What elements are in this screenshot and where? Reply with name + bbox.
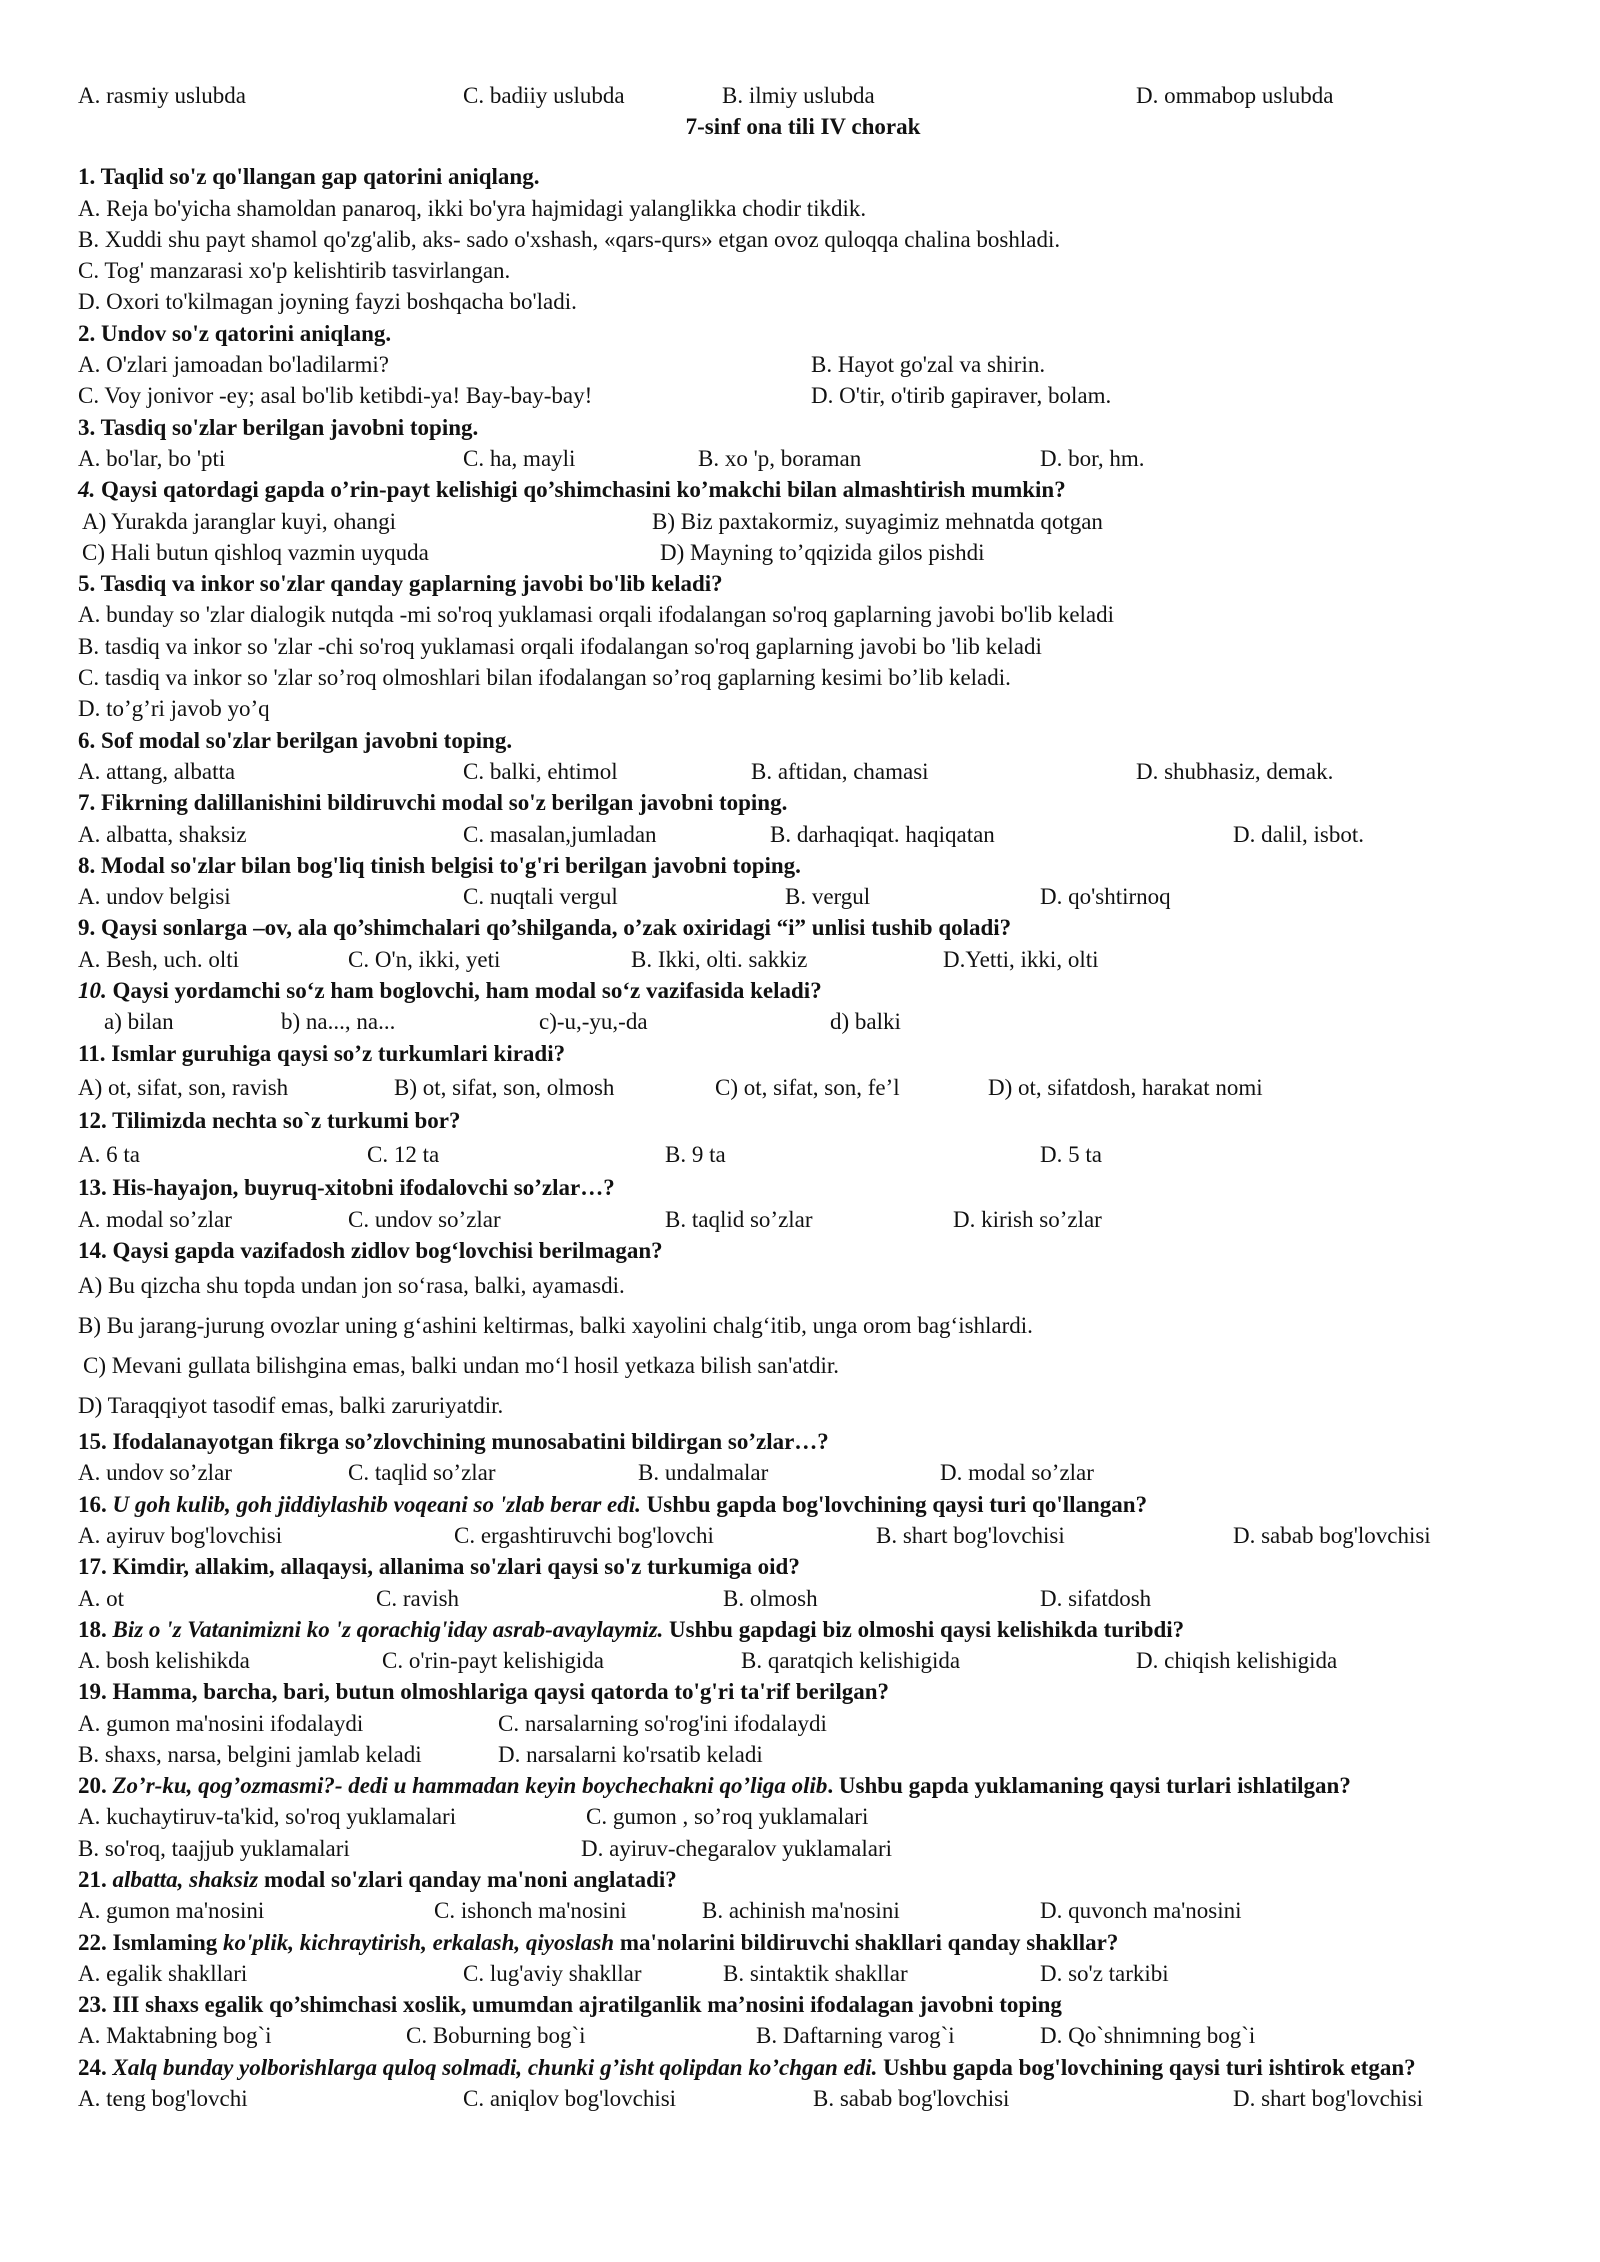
question-18: 18. Biz o 'z Vatanimizni ko 'z qorachig'iday asrab-avaylaymiz. Ushbu gapdagi biz olmoshi qaysi kelishikda turibdi? bbox=[78, 1616, 1185, 1642]
question-14: 14. Qaysi gapda vazifadosh zidlov bog‘lovchisi berilmagan? bbox=[78, 1237, 663, 1263]
option: C. nuqtali vergul bbox=[463, 884, 618, 910]
options-row bbox=[78, 1204, 1528, 1235]
option: A. Maktabning bog`i bbox=[78, 2023, 272, 2049]
question-8: 8. Modal so'zlar bilan bog'liq tinish belgisi to'g'ri berilgan javobni toping. bbox=[78, 852, 801, 878]
option: D. shubhasiz, demak. bbox=[1136, 758, 1334, 784]
options-row bbox=[78, 756, 1528, 787]
options-row bbox=[78, 1895, 1528, 1926]
option: C. tasdiq va inkor so 'zlar so’roq olmoshlari bilan ifodalangan so’roq gaplarning kesimi bo’lib keladi. bbox=[78, 665, 1011, 691]
previous-question-options bbox=[78, 80, 1528, 111]
question-24: 24. Xalq bunday yolborishlarga quloq solmadi, chunki g’isht qolipdan ko’chgan edi. Ushbu gapda bog'lovchining qaysi turi ishtirok etgan? bbox=[78, 2054, 1416, 2080]
option: A. undov so’zlar bbox=[78, 1460, 232, 1486]
option: A. ayiruv bog'lovchisi bbox=[78, 1522, 283, 1548]
option: A. kuchaytiruv-ta'kid, so'roq yuklamalari bbox=[78, 1804, 457, 1830]
question-19: 19. Hamma, barcha, bari, butun olmoshlariga qaysi qatorda to'g'ri ta'rif berilgan? bbox=[78, 1679, 889, 1705]
option: D) Mayning to’qqizida gilos pishdi bbox=[660, 539, 985, 565]
option: D. O'tir, o'tirib gapiraver, bolam. bbox=[811, 383, 1112, 409]
option: A. rasmiy uslubda bbox=[78, 83, 247, 108]
option: B. qaratqich kelishigida bbox=[741, 1648, 961, 1674]
option: B. 9 ta bbox=[665, 1142, 726, 1168]
option: D. sabab bog'lovchisi bbox=[1233, 1522, 1431, 1548]
option: C. o'rin-payt kelishigida bbox=[382, 1648, 604, 1674]
option: C. taqlid so’zlar bbox=[348, 1460, 496, 1486]
question-10: 10. Qaysi yordamchi so‘z ham boglovchi, ham modal so‘z vazifasida keladi? bbox=[78, 978, 822, 1004]
options-row bbox=[78, 1069, 1528, 1105]
options-row bbox=[78, 349, 1528, 380]
option: B. shaxs, narsa, belgini jamlab keladi bbox=[78, 1742, 422, 1768]
option: A. Reja bo'yicha shamoldan panaroq, ikki bo'yra hajmidagi yalanglikka chodir tikdik. bbox=[78, 195, 867, 221]
options-row bbox=[78, 1583, 1528, 1614]
option: B) Biz paxtakormiz, suyagimiz mehnatda qotgan bbox=[652, 508, 1103, 534]
option: C) ot, sifat, son, fe’l bbox=[715, 1074, 900, 1100]
option: D) ot, sifatdosh, harakat nomi bbox=[988, 1074, 1263, 1100]
option: A. teng bog'lovchi bbox=[78, 2085, 248, 2111]
question-20: 20. Zo’r-ku, qog’ozmasmi?- dedi u hammadan keyin boychechakni qo’liga olib. Ushbu gapda yuklamaning qaysi turlari ishlatilgan? bbox=[78, 1773, 1351, 1799]
option: A) ot, sifat, son, ravish bbox=[78, 1074, 289, 1100]
option: C) Mevani gullata bilishgina emas, balki undan mo‘l hosil yetkaza bilish san'atdir. bbox=[83, 1353, 839, 1379]
option: A. ot bbox=[78, 1585, 124, 1611]
options-row bbox=[78, 537, 1528, 568]
option: b) na..., na... bbox=[281, 1009, 396, 1035]
option: C) Hali butun qishloq vazmin uyquda bbox=[82, 539, 429, 565]
option: B. olmosh bbox=[723, 1585, 818, 1611]
options-row bbox=[78, 881, 1528, 912]
option: C. ergashtiruvchi bog'lovchi bbox=[454, 1522, 714, 1548]
question-7: 7. Fikrning dalillanishini bildiruvchi modal so'z berilgan javobni toping. bbox=[78, 790, 788, 816]
question-11: 11. Ismlar guruhiga qaysi so’z turkumlari kiradi? bbox=[78, 1040, 566, 1066]
options-row bbox=[78, 2083, 1528, 2114]
option: A. Besh, uch. olti bbox=[78, 946, 239, 972]
option: B. darhaqiqat. haqiqatan bbox=[770, 821, 995, 847]
option: B. so'roq, taajjub yuklamalari bbox=[78, 1835, 350, 1861]
option: D. modal so’zlar bbox=[940, 1460, 1094, 1486]
option: B. undalmalar bbox=[638, 1460, 769, 1486]
option: c)-u,-yu,-da bbox=[539, 1009, 648, 1035]
question-12: 12. Tilimizda nechta so`z turkumi bor? bbox=[78, 1107, 461, 1133]
option: C. Boburning bog`i bbox=[406, 2023, 586, 2049]
option: C. balki, ehtimol bbox=[463, 758, 618, 784]
option: D.Yetti, ikki, olti bbox=[943, 946, 1099, 972]
option: C. ha, mayli bbox=[463, 445, 576, 471]
option: a) bilan bbox=[104, 1009, 174, 1035]
option: C. O'n, ikki, yeti bbox=[348, 946, 501, 972]
page-title: 7-sinf ona tili IV chorak bbox=[685, 114, 921, 140]
options-row bbox=[78, 1958, 1528, 1989]
option: D. quvonch ma'nosini bbox=[1040, 1898, 1242, 1924]
option: B. Daftarning varog`i bbox=[756, 2023, 955, 2049]
option: A. albatta, shaksiz bbox=[78, 821, 247, 847]
options-row bbox=[78, 1457, 1528, 1488]
option: B) ot, sifat, son, olmosh bbox=[394, 1074, 615, 1100]
option: D. chiqish kelishigida bbox=[1136, 1648, 1338, 1674]
question-6: 6. Sof modal so'zlar berilgan javobni toping. bbox=[78, 727, 513, 753]
option: D. Oxori to'kilmagan joyning fayzi boshqacha bo'ladi. bbox=[78, 289, 577, 315]
option: D. qo'shtirnoq bbox=[1040, 884, 1171, 910]
question-9: 9. Qaysi sonlarga –ov, ala qo’shimchalari qo’shilganda, o’zak oxiridagi “i” unlisi tushib qoladi? bbox=[78, 915, 1012, 941]
option: D. dalil, isbot. bbox=[1233, 821, 1364, 847]
options-row bbox=[78, 1739, 1528, 1770]
option: B. sabab bog'lovchisi bbox=[813, 2085, 1010, 2111]
question-21: 21. albatta, shaksiz modal so'zlari qanday ma'noni anglatadi? bbox=[78, 1866, 677, 1892]
question-23: 23. III shaxs egalik qo’shimchasi xoslik, umumdan ajratilganlik ma’nosini ifodalagan javobni toping bbox=[78, 1992, 1062, 2018]
option: B) Bu jarang-jurung ovozlar uning g‘ashini keltirmas, balki xayolini chalg‘itib, unga orom bag‘ishlardi. bbox=[78, 1313, 1033, 1339]
option: D. to’g’ri javob yo’q bbox=[78, 696, 270, 722]
option: A. gumon ma'nosini ifodalaydi bbox=[78, 1710, 364, 1736]
options-row bbox=[78, 1136, 1528, 1172]
option: C. ravish bbox=[376, 1585, 460, 1611]
options-row bbox=[78, 1520, 1528, 1551]
option: B. achinish ma'nosini bbox=[702, 1898, 900, 1924]
option: C. lug'aviy shakllar bbox=[463, 1960, 642, 1986]
option: D. sifatdosh bbox=[1040, 1585, 1152, 1611]
option: B. aftidan, chamasi bbox=[751, 758, 929, 784]
options-row bbox=[78, 1801, 1528, 1832]
options-row bbox=[78, 380, 1528, 411]
question-13: 13. His-hayajon, buyruq-xitobni ifodalovchi so’zlar…? bbox=[78, 1175, 615, 1201]
option: B. xo 'p, boraman bbox=[698, 445, 862, 471]
option: B. ilmiy uslubda bbox=[722, 83, 875, 108]
option: C. aniqlov bog'lovchisi bbox=[463, 2085, 677, 2111]
option: D. ommabop uslubda bbox=[1136, 83, 1334, 108]
option: A. bosh kelishikda bbox=[78, 1648, 250, 1674]
option: C. 12 ta bbox=[367, 1142, 440, 1168]
option: B. sintaktik shakllar bbox=[723, 1960, 908, 1986]
options-row bbox=[78, 443, 1528, 474]
options-row bbox=[78, 1006, 1528, 1037]
question-16: 16. U goh kulib, goh jiddiylashib voqeani so 'zlab berar edi. Ushbu gapda bog'lovchining qaysi turi qo'llangan? bbox=[78, 1491, 1148, 1517]
option: C. undov so’zlar bbox=[348, 1206, 501, 1232]
option: B. tasdiq va inkor so 'zlar -chi so'roq yuklamasi orqali ifodalangan so'roq gaplarning javobi bo 'lib keladi bbox=[78, 633, 1042, 659]
option: D) Taraqqiyot tasodif emas, balki zaruriyatdir. bbox=[78, 1393, 504, 1419]
option: C. ishonch ma'nosini bbox=[434, 1898, 627, 1924]
option: A. undov belgisi bbox=[78, 884, 231, 910]
option: C. narsalarning so'rog'ini ifodalaydi bbox=[498, 1710, 827, 1736]
option: A. modal so’zlar bbox=[78, 1206, 232, 1232]
option: C. masalan,jumladan bbox=[463, 821, 657, 847]
option: D. Qo`shnimning bog`i bbox=[1040, 2023, 1256, 2049]
option: B. Ikki, olti. sakkiz bbox=[631, 946, 808, 972]
option: A. 6 ta bbox=[78, 1142, 140, 1168]
option: D. shart bog'lovchisi bbox=[1233, 2085, 1424, 2111]
question-4: 4. Qaysi qatordagi gapda o’rin-payt kelishigi qo’shimchasini ko’makchi bilan almashtirish mumkin? bbox=[78, 477, 1066, 503]
question-2: 2. Undov so'z qatorini aniqlang. bbox=[78, 320, 392, 346]
options-row bbox=[78, 1645, 1528, 1676]
option: B. vergul bbox=[785, 884, 871, 910]
option: C. badiiy uslubda bbox=[463, 83, 625, 108]
option: D. 5 ta bbox=[1040, 1142, 1102, 1168]
question-1: 1. Taqlid so'z qo'llangan gap qatorini aniqlang. bbox=[78, 164, 540, 190]
option: A. bo'lar, bo 'pti bbox=[78, 445, 226, 471]
option: B. taqlid so’zlar bbox=[665, 1206, 813, 1232]
question-15: 15. Ifodalanayotgan fikrga so’zlovchining munosabatini bildirgan so’zlar…? bbox=[78, 1429, 829, 1455]
option: D. narsalarni ko'rsatib keladi bbox=[498, 1742, 763, 1768]
option: D. ayiruv-chegaralov yuklamalari bbox=[581, 1835, 893, 1861]
option: A. gumon ma'nosini bbox=[78, 1898, 265, 1924]
options-row bbox=[78, 944, 1528, 975]
option: C. Tog' manzarasi xo'p kelishtirib tasvirlangan. bbox=[78, 258, 511, 284]
option: A. O'zlari jamoadan bo'ladilarmi? bbox=[78, 352, 390, 378]
option: D. so'z tarkibi bbox=[1040, 1960, 1169, 1986]
option: A. bunday so 'zlar dialogik nutqda -mi so'roq yuklamasi orqali ifodalangan so'roq gaplarning javobi bo'lib keladi bbox=[78, 602, 1115, 628]
question-3: 3. Tasdiq so'zlar berilgan javobni toping. bbox=[78, 414, 479, 440]
option: B. Hayot go'zal va shirin. bbox=[811, 352, 1046, 378]
option: A) Yurakda jaranglar kuyi, ohangi bbox=[82, 508, 397, 534]
question-22: 22. Ismlaming ko'plik, kichraytirish, erkalash, qiyoslash ma'nolarini bildiruvchi shakllari qanday shakllar? bbox=[78, 1929, 1119, 1955]
option: D. bor, hm. bbox=[1040, 445, 1145, 471]
option: A. egalik shakllari bbox=[78, 1960, 248, 1986]
options-row bbox=[78, 2020, 1528, 2051]
option: B. Xuddi shu payt shamol qo'zg'alib, aks- sado o'xshash, «qars-qurs» etgan ovoz quloqqa chalina boshladi. bbox=[78, 226, 1061, 252]
question-5: 5. Tasdiq va inkor so'zlar qanday gaplarning javobi bo'lib keladi? bbox=[78, 571, 723, 597]
options-row bbox=[78, 819, 1528, 850]
options-row bbox=[78, 506, 1528, 537]
question-17: 17. Kimdir, allakim, allaqaysi, allanima so'zlari qaysi so'z turkumiga oid? bbox=[78, 1554, 800, 1580]
option: A. attang, albatta bbox=[78, 758, 236, 784]
option: C. Voy jonivor -ey; asal bo'lib ketibdi-ya! Bay-bay-bay! bbox=[78, 383, 593, 409]
option: B. shart bog'lovchisi bbox=[876, 1522, 1065, 1548]
option: A) Bu qizcha shu topda undan jon so‘rasa, balki, ayamasdi. bbox=[78, 1273, 625, 1299]
options-row bbox=[78, 1708, 1528, 1739]
option: d) balki bbox=[830, 1009, 901, 1035]
options-row bbox=[78, 1833, 1528, 1864]
option: D. kirish so’zlar bbox=[953, 1206, 1102, 1232]
option: C. gumon , so’roq yuklamalari bbox=[586, 1804, 869, 1830]
test-page bbox=[78, 80, 1528, 2114]
